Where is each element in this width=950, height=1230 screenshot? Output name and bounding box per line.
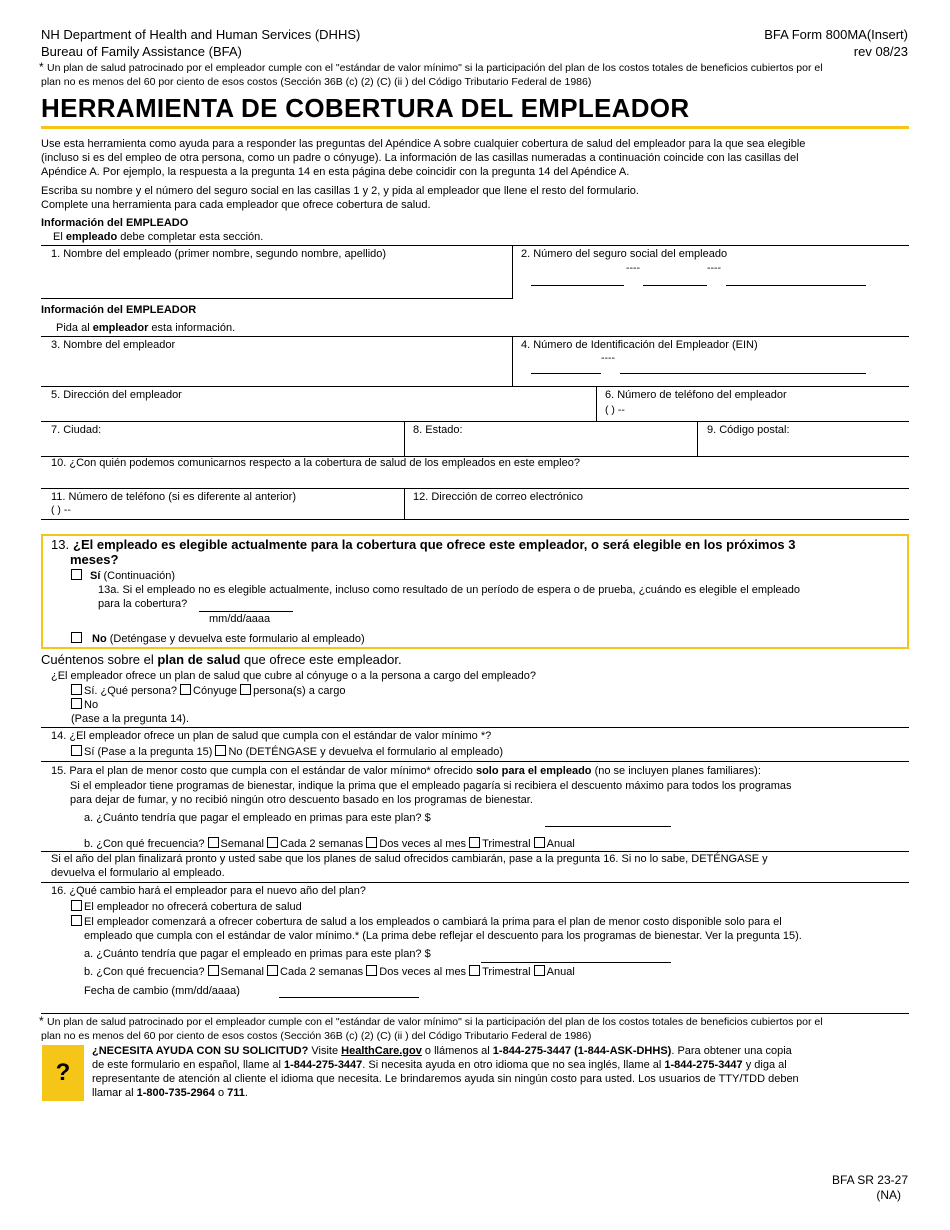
help-line4: llamar al 1-800-735-2964 o 711.	[92, 1087, 248, 1099]
bureau-name: Bureau of Family Assistance (BFA)	[41, 44, 242, 59]
contact-person-label: 10. ¿Con quién podemos comunicarnos respecto a la cobertura de salud de los empleados en este empleo?	[51, 457, 580, 469]
q13-question-line2: meses?	[70, 552, 119, 567]
employer-name-field[interactable]	[41, 352, 511, 386]
plan-year-note-line1: Si el año del plan finalizará pronto y usted sabe que los planes de salud ofrecidos cambiarán, pase a la pregunta 16. Si no lo sabe, DETÉNGASE y	[51, 853, 768, 865]
q15a-amount-field[interactable]	[545, 826, 671, 827]
q13a-date-field[interactable]	[199, 611, 293, 612]
footer-footnote-mark: *	[39, 1014, 44, 1028]
employer-address-field[interactable]	[41, 402, 595, 421]
ssn-part-2[interactable]	[643, 285, 707, 286]
header-footnote-line1: Un plan de salud patrocinado por el empleador cumple con el "estándar de valor mínimo" si la participación del plan de los costos totales de beneficios cubiertos por el	[47, 62, 823, 74]
q16-biweekly-checkbox[interactable]	[267, 965, 278, 976]
q16-question: 16. ¿Qué cambio hará el empleador para el nuevo año del plan?	[51, 885, 366, 897]
footer-footnote-line2: plan no es menos del 60 por ciento de esos costos (Sección 36B (c) (2) (C) (ii ) del Código Tributario Federal de 1986)	[41, 1030, 592, 1042]
q15-annual-checkbox[interactable]	[534, 837, 545, 848]
q16a-label: a. ¿Cuánto tendría que pagar el empleado en primas para este plan? $	[84, 948, 431, 960]
q13a-line2: para la cobertura?	[98, 598, 188, 610]
help-line1: ¿NECESITA AYUDA CON SU SOLICITUD? Visite HealthCare.gov o llámenos al 1-844-275-3447 (1-844-ASK-DHHS). Para obtener una copia	[92, 1045, 792, 1057]
form-code-suffix: (NA)	[876, 1188, 901, 1202]
q16-option1[interactable]: El empleador no ofrecerá cobertura de salud	[71, 900, 302, 913]
spouse-options: Sí. ¿Qué persona? Cónyuge persona(s) a cargo	[71, 684, 345, 697]
footer-footnote-line1: Un plan de salud patrocinado por el empleador cumple con el "estándar de valor mínimo" si la participación del plan de los costos totales de beneficios cubiertos por el	[47, 1016, 823, 1028]
employer-address-label: 5. Dirección del empleador	[51, 389, 182, 401]
ssn-part-3[interactable]	[726, 285, 866, 286]
q14-question: 14. ¿El empleador ofrece un plan de salud que cumpla con el estándar de valor mínimo *?	[51, 730, 492, 742]
q16-change-checkbox[interactable]	[71, 915, 82, 926]
q16-option2[interactable]: El empleador comenzará a ofrecer cobertura de salud a los empleados o cambiará la prima para el plan de menor costo disponible solo para el	[71, 915, 782, 928]
spouse-dependents-checkbox[interactable]	[240, 684, 251, 695]
q15a-label: a. ¿Cuánto tendría que pagar el empleado en primas para este plan? $	[84, 812, 431, 824]
q15-question: 15. Para el plan de menor costo que cumpla con el estándar de valor mínimo* ofrecido solo para el empleado (no se incluyen planes familiares):	[51, 765, 761, 777]
help-line3: representante de atención al cliente el idioma que necesita. Le brindaremos ayuda sin ningún costo para usted. Los usuarios de TTY/TDD deben	[92, 1073, 799, 1085]
alt-phone-label: 11. Número de teléfono (si es diferente al anterior)	[51, 491, 296, 503]
email-label: 12. Dirección de correo electrónico	[413, 491, 583, 503]
intro-line3: Apéndice A. Por ejemplo, la respuesta a la pregunta 14 en esta página debe coincidir con la pregunta 14 del Apéndice A.	[41, 166, 630, 178]
employer-phone-label: 6. Número de teléfono del empleador	[605, 389, 787, 401]
employee-ssn-label: 2. Número del seguro social del empleado	[521, 248, 728, 260]
q16-semimonthly-checkbox[interactable]	[366, 965, 377, 976]
spouse-conyuge-checkbox[interactable]	[180, 684, 191, 695]
q13-no-option[interactable]: No (Deténgase y devuelva este formulario al empleado)	[71, 632, 365, 645]
employee-heading: Información del EMPLEADO	[41, 217, 189, 229]
ein-part-2[interactable]	[620, 373, 866, 374]
plan-intro: Cuéntenos sobre el plan de salud que ofrece este empleador.	[41, 652, 402, 667]
q15-weekly-checkbox[interactable]	[208, 837, 219, 848]
city-field[interactable]	[41, 437, 403, 456]
q14-yes-checkbox[interactable]	[71, 745, 82, 756]
header-footnote-line2: plan no es menos del 60 por ciento de esos costos (Sección 36B (c) (2) (C) (ii ) del Código Tributario Federal de 1986)	[41, 76, 592, 88]
help-question-icon: ?	[42, 1045, 84, 1101]
employee-subheading: El empleado debe completar esta sección.	[53, 231, 264, 243]
q15-quarterly-checkbox[interactable]	[469, 837, 480, 848]
employer-ein-label: 4. Número de Identificación del Empleador (EIN)	[521, 339, 758, 351]
contact-person-field[interactable]	[41, 470, 907, 488]
alt-phone-field[interactable]: ( ) --	[51, 504, 71, 516]
city-label: 7. Ciudad:	[51, 424, 102, 436]
zip-label: 9. Código postal:	[707, 424, 790, 436]
plan-year-note-line2: devuelva el formulario al empleado.	[51, 867, 225, 879]
q14-no-checkbox[interactable]	[215, 745, 226, 756]
q16-weekly-checkbox[interactable]	[208, 965, 219, 976]
spouse-yes-checkbox[interactable]	[71, 684, 82, 695]
intro-line2: (incluso si es del empleo de otra persona, como un padre o cónyuge). La información de las casillas numeradas a continuación coincide con las casillas del	[41, 152, 799, 164]
ssn-separator-2: ----	[707, 262, 721, 274]
ein-part-1[interactable]	[531, 373, 601, 374]
spouse-no-option[interactable]: No	[71, 698, 98, 711]
q16b-row: b. ¿Con qué frecuencia? Semanal Cada 2 semanas Dos veces al mes Trimestral Anual	[84, 966, 575, 978]
employer-subheading: Pida al empleador esta información.	[56, 322, 236, 334]
q15-semimonthly-checkbox[interactable]	[366, 837, 377, 848]
intro-one-per-employer: Complete una herramienta para cada empleador que ofrece cobertura de salud.	[41, 199, 431, 211]
spouse-question: ¿El empleador ofrece un plan de salud que cubre al cónyuge o a la persona a cargo del empleado?	[51, 670, 536, 682]
ein-separator: ----	[601, 352, 615, 364]
employee-name-label: 1. Nombre del empleado (primer nombre, segundo nombre, apellido)	[51, 248, 387, 260]
state-label: 8. Estado:	[413, 424, 463, 436]
employer-name-label: 3. Nombre del empleador	[51, 339, 176, 351]
healthcare-link[interactable]: HealthCare.gov	[341, 1045, 422, 1057]
q13a-line1: 13a. Si el empleado no es elegible actualmente, incluso como resultado de un período de espera o de prueba, ¿cuándo es elegible el empleado	[98, 584, 801, 596]
q15-line2: Si el empleador tiene programas de bienestar, indique la prima que el empleado pagaría si recibiera el descuento máximo para todos los programas	[70, 780, 792, 792]
ssn-separator-1: ----	[626, 262, 640, 274]
ssn-part-1[interactable]	[531, 285, 624, 286]
q13-no-checkbox[interactable]	[71, 632, 82, 643]
intro-instruction: Escriba su nombre y el número del seguro social en las casillas 1 y 2, y pida al empleador que llene el resto del formulario.	[41, 185, 639, 197]
intro-line1: Use esta herramienta como ayuda para a responder las preguntas del Apéndice A sobre cualquier cobertura de salud del empleador para la que sea elegible	[41, 138, 806, 150]
help-line2: de este formulario en español, llame al 1-844-275-3447. Si necesita ayuda en otro idioma que no sea inglés, llame al 1-844-275-3447 y diga al	[92, 1059, 787, 1071]
spouse-no-checkbox[interactable]	[71, 698, 82, 709]
q16-no-coverage-checkbox[interactable]	[71, 900, 82, 911]
q13-number: 13.	[51, 537, 70, 552]
q16-quarterly-checkbox[interactable]	[469, 965, 480, 976]
state-field[interactable]	[405, 437, 696, 456]
employer-heading: Información del EMPLEADOR	[41, 304, 197, 316]
zip-field[interactable]	[698, 437, 908, 456]
q15b-row: b. ¿Con qué frecuencia? Semanal Cada 2 semanas Dos veces al mes Trimestral Anual	[84, 838, 575, 850]
dept-name: NH Department of Health and Human Services (DHHS)	[41, 27, 361, 42]
email-field[interactable]	[405, 503, 907, 519]
q13-yes-checkbox[interactable]	[71, 569, 82, 580]
form-code: BFA SR 23-27	[831, 1173, 908, 1187]
q13a-date-format: mm/dd/aaaa	[209, 613, 271, 625]
q15-line3: para dejar de fumar, y no recibió ningún otro descuento basado en los programas de bienestar.	[70, 794, 533, 806]
page-title: HERRAMIENTA DE COBERTURA DEL EMPLEADOR	[41, 93, 690, 123]
q16-annual-checkbox[interactable]	[534, 965, 545, 976]
q14-options: Sí (Pase a la pregunta 15) No (DETÉNGASE y devuelva el formulario al empleado)	[71, 745, 503, 758]
q16-date-label: Fecha de cambio (mm/dd/aaaa)	[84, 985, 240, 997]
q15-biweekly-checkbox[interactable]	[267, 837, 278, 848]
footnote-mark: *	[39, 60, 44, 74]
employer-phone-field[interactable]: ( ) --	[605, 404, 625, 416]
q13-question-line1: ¿El empleado es elegible actualmente para la cobertura que ofrece este empleador, o será elegible en los próximos 3	[73, 537, 796, 552]
employee-name-field[interactable]	[41, 262, 511, 297]
form-rev: rev 08/23	[853, 44, 908, 59]
form-id: BFA Form 800MA(Insert)	[764, 27, 908, 42]
q16a-amount-field[interactable]	[481, 962, 671, 963]
q16-date-field[interactable]	[279, 997, 419, 998]
q16-option2-line2: empleado que cumpla con el estándar de valor mínimo.* (La prima debe reflejar el descuento para los programas de bienestar. Ver la pregunta 15).	[84, 930, 802, 942]
title-underline	[41, 126, 909, 129]
q13-yes-option[interactable]: Sí (Continuación)	[71, 569, 175, 582]
goto-14-note: (Pase a la pregunta 14).	[71, 713, 190, 725]
